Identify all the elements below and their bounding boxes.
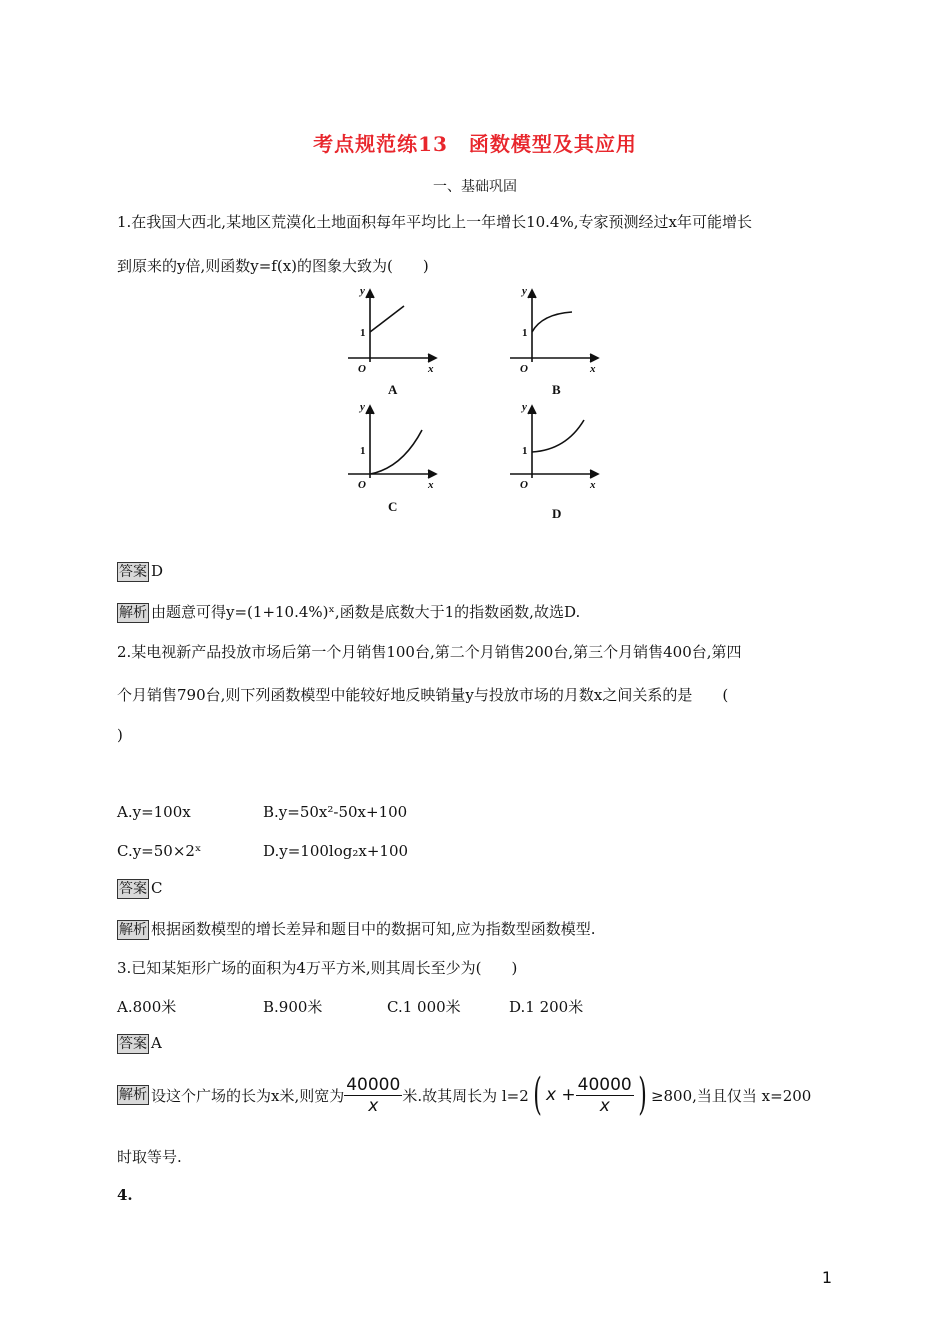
q1-answer-row: [117, 562, 163, 582]
graph-b-y: y: [522, 285, 527, 297]
graph-d-x: x: [590, 479, 596, 491]
fraction-numerator: 40000: [577, 1074, 632, 1095]
q1-graphs: [330, 282, 620, 527]
graph-a-label: A: [388, 382, 398, 397]
analysis-tag: 解析: [119, 922, 147, 938]
q2-line2: 个月销售790台,则下列函数模型中能较好地反映销量y与投放市场的月数x之间关系的是 (: [117, 686, 729, 704]
q3-option-b: B.900米: [263, 998, 323, 1016]
graph-c-one: 1: [360, 445, 366, 457]
q3-option-c: C.1 000米: [387, 998, 461, 1016]
q3-option-a: A.800米: [117, 998, 177, 1016]
graph-d-origin: O: [520, 479, 528, 491]
q3-line1: 3.已知某矩形广场的面积为4万平方米,则其周长至少为( ): [117, 959, 518, 977]
q2-answer-row: [117, 879, 162, 899]
answer-tag: 答案: [119, 564, 147, 580]
q2-analysis: 根据函数模型的增长差异和题目中的数据可知,应为指数型函数模型.: [151, 920, 596, 938]
q3-answer: A: [151, 1034, 162, 1052]
graph-b-x: x: [590, 363, 596, 375]
graph-a-one: 1: [360, 327, 366, 339]
q3-analysis-row: [117, 1068, 811, 1122]
left-paren: (: [533, 1069, 542, 1120]
graph-d-y: y: [522, 401, 527, 413]
graph-b-origin: O: [520, 363, 528, 375]
q2-option-d: D.y=100log₂x+100: [263, 842, 409, 860]
q2-option-a: A.y=100x: [117, 803, 191, 821]
q2-line1: 2.某电视新产品投放市场后第一个月销售100台,第二个月销售200台,第三个月销售400台,第四: [117, 643, 742, 661]
q2-answer: C: [151, 879, 163, 897]
graph-c-x: x: [428, 479, 434, 491]
right-paren: ): [638, 1069, 647, 1120]
q3-analysis-c: ≥800,当且仅当 x=200: [650, 1086, 812, 1105]
q3-answer-row: [117, 1034, 162, 1054]
q1-line2: 到原来的y倍,则函数y=f(x)的图象大致为( ): [117, 257, 429, 275]
answer-tag: 答案: [119, 1036, 147, 1052]
graph-c-y: y: [360, 401, 365, 413]
q1-line1: 1.在我国大西北,某地区荒漠化土地面积每年平均比上一年增长10.4%,专家预测经过x年可能增长: [117, 213, 752, 231]
page-title: 考点规范练13 函数模型及其应用: [313, 132, 637, 156]
q2-option-c: C.y=50×2ˣ: [117, 842, 202, 860]
graph-a-origin: O: [358, 363, 366, 375]
fraction-denominator: x: [599, 1095, 610, 1116]
q3-analysis-a: 设这个广场的长为x米,则宽为: [151, 1086, 345, 1105]
section-heading: 一、基础巩固: [433, 179, 517, 195]
perimeter-fraction: [576, 1075, 634, 1116]
page-number: 1: [821, 1268, 832, 1287]
q2-line3: ): [117, 726, 123, 744]
q1-answer: D: [151, 562, 164, 580]
q1-analysis-row: [117, 601, 580, 623]
graph-b-label: B: [552, 382, 561, 397]
analysis-tag: 解析: [119, 1087, 147, 1103]
graph-a-x: x: [428, 363, 434, 375]
q3-option-d: D.1 200米: [509, 998, 584, 1016]
graph-c-origin: O: [358, 479, 366, 491]
graph-b-one: 1: [522, 327, 528, 339]
q3-analysis-b: 米.故其周长为 l=2: [402, 1086, 529, 1105]
graph-a-y: y: [360, 285, 365, 297]
q2-analysis-row: [117, 918, 596, 940]
answer-tag: 答案: [119, 881, 147, 897]
fraction-numerator: 40000: [346, 1074, 401, 1095]
graph-d-label: D: [552, 506, 562, 521]
paren-expr: x +: [545, 1085, 576, 1105]
fraction-denominator: x: [368, 1095, 379, 1116]
q3-analysis-line2: 时取等号.: [117, 1148, 182, 1166]
q1-analysis: 由题意可得y=(1+10.4%)ˣ,函数是底数大于1的指数函数,故选D.: [151, 603, 581, 621]
graph-c-label: C: [388, 499, 398, 514]
analysis-tag: 解析: [119, 605, 147, 621]
width-fraction: [344, 1075, 402, 1116]
graph-d-one: 1: [522, 445, 528, 457]
q4-label: 4.: [117, 1186, 133, 1204]
q2-option-b: B.y=50x²-50x+100: [263, 803, 408, 821]
